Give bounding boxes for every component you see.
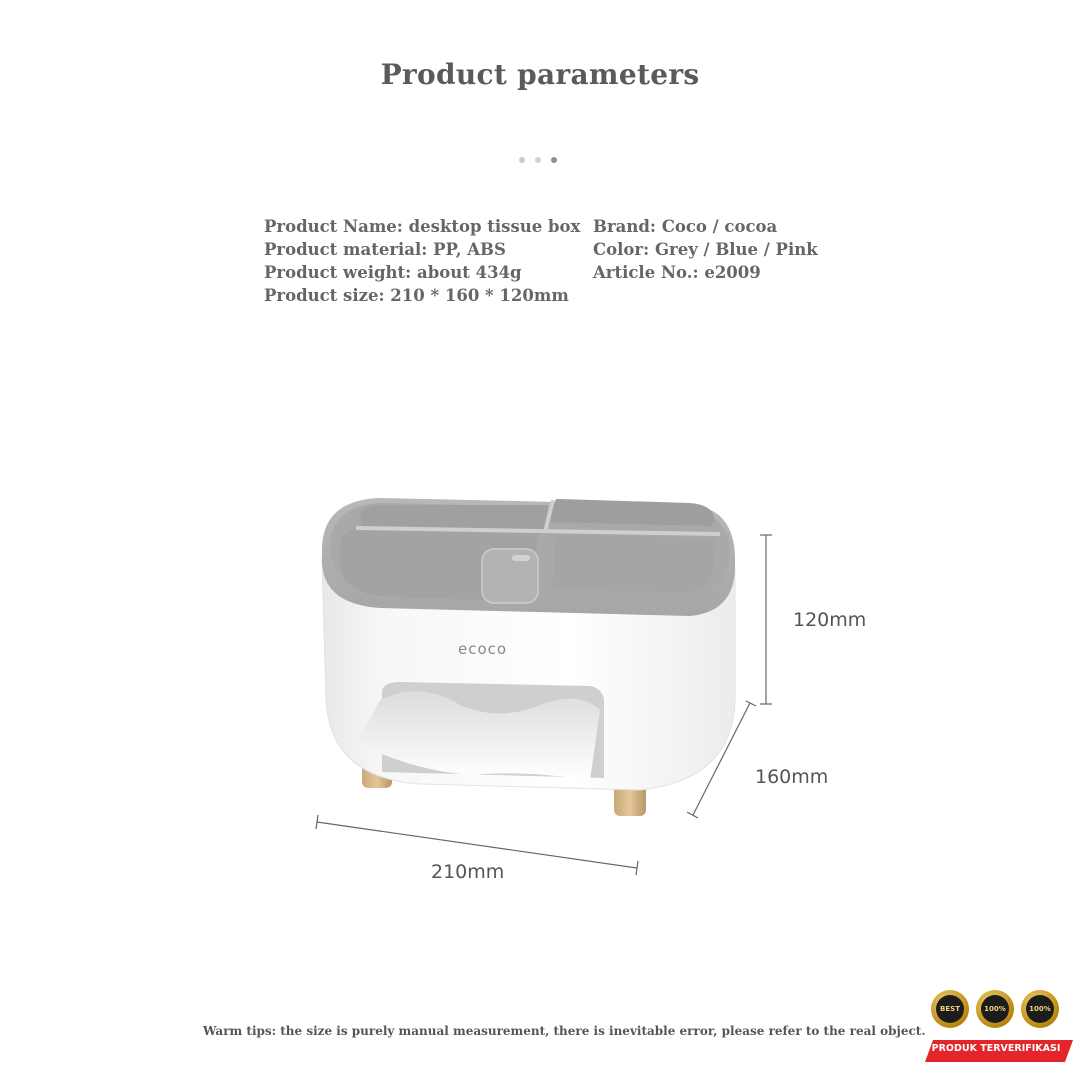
- width-label: 210mm: [431, 861, 505, 883]
- spec-product-size: Product size: 210 * 160 * 120mm: [264, 286, 569, 305]
- compartment-bottom-right: [552, 534, 716, 592]
- original-badge-icon: 100%: [1021, 990, 1059, 1028]
- height-label: 120mm: [793, 609, 867, 631]
- spec-article-no: Article No.: e2009: [593, 263, 761, 282]
- spec-product-weight: Product weight: about 434g: [264, 263, 522, 282]
- spec-product-material: Product material: PP, ABS: [264, 240, 506, 259]
- spec-color: Color: Grey / Blue / Pink: [593, 240, 818, 259]
- compartment-mid-left: [360, 505, 548, 530]
- best-quality-badge-icon: BEST: [931, 990, 969, 1028]
- product-logo: ecoco: [458, 640, 508, 658]
- verified-label: PRODUK TERVERIFIKASI: [931, 1043, 1061, 1054]
- compartment-top-right: [548, 499, 714, 526]
- spec-product-name: Product Name: desktop tissue box: [264, 217, 581, 236]
- warm-tip: Warm tips: the size is purely manual measurement, there is inevitable error, please refer to the real object.: [203, 1024, 926, 1038]
- depth-label: 160mm: [755, 766, 829, 788]
- verification-badges: [925, 990, 1075, 1070]
- verified-banner: [925, 1036, 1075, 1066]
- satisfaction-badge-icon: 100%: [976, 990, 1014, 1028]
- spec-brand: Brand: Coco / cocoa: [593, 217, 778, 236]
- lid-handle-slot: [512, 555, 530, 561]
- page-title: Product parameters: [380, 58, 700, 91]
- dimension-height-line: [760, 535, 772, 704]
